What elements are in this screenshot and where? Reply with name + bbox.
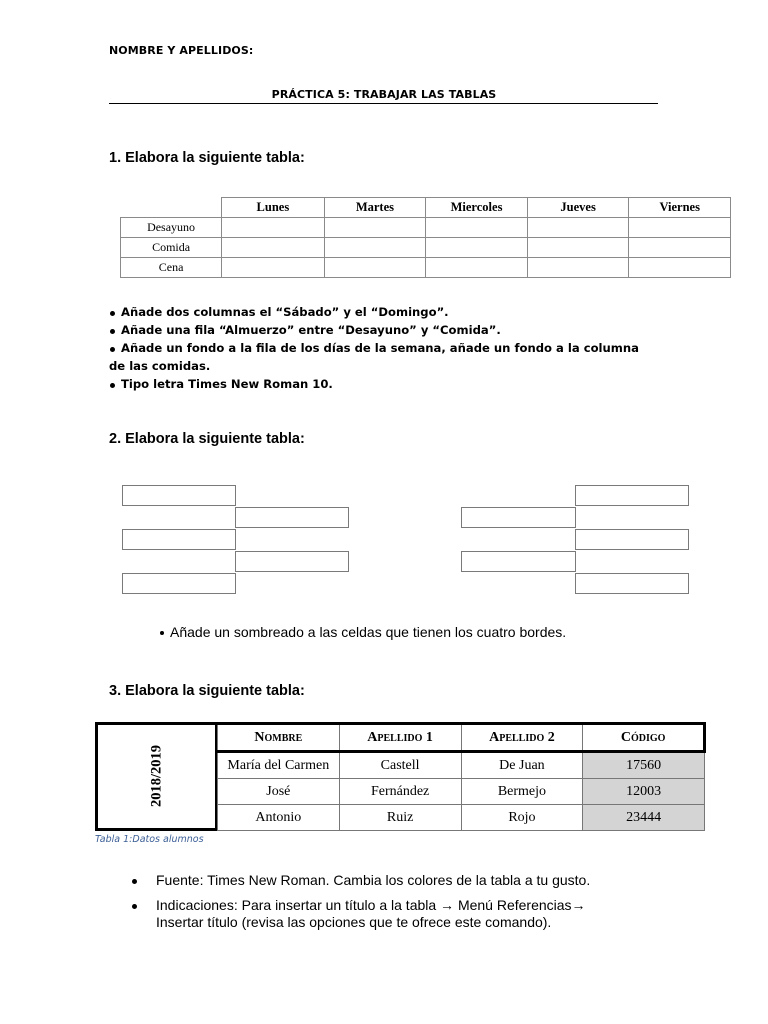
title-rule <box>109 103 658 104</box>
bullet-text-continuation: de las comidas. <box>109 359 211 373</box>
table-cell <box>629 238 731 258</box>
bullet-text: Añade dos columnas el “Sábado” y el “Domingo”. <box>121 305 449 319</box>
table-cell <box>426 218 528 238</box>
table-cell <box>222 238 325 258</box>
bullet-text-continuation: Insertar título (revisa las opciones que te ofrece este comando). <box>156 914 552 930</box>
bullet-text: Añade una fila “Almuerzo” entre “Desayuno” y “Comida”. <box>121 323 501 337</box>
table-cell <box>426 238 528 258</box>
table-cell: Castell <box>339 752 461 779</box>
section3-title: 3. Elabora la siguiente tabla: <box>109 683 305 699</box>
table-cell <box>222 218 325 238</box>
bullet-dot <box>110 311 115 316</box>
bullet-dot <box>160 631 164 635</box>
table-cell <box>527 238 629 258</box>
bordered-cell <box>235 507 349 528</box>
name-label: NOMBRE Y APELLIDOS: <box>109 44 254 57</box>
table-cell <box>629 258 731 278</box>
table-cell <box>324 218 426 238</box>
bullet-dot <box>132 879 137 884</box>
table-cell: De Juan <box>461 752 583 779</box>
row-header: Cena <box>121 258 222 278</box>
table-cell: Antonio <box>218 805 340 831</box>
practice-title: PRÁCTICA 5: TRABAJAR LAS TABLAS <box>271 88 497 101</box>
bullet-text: Añade un sombreado a las celdas que tienen los cuatro bordes. <box>170 624 567 640</box>
bordered-cell <box>461 507 576 528</box>
table-caption: Tabla 1:Datos alumnos <box>95 834 204 845</box>
col-header: Nombre <box>218 724 340 752</box>
table-cell <box>426 258 528 278</box>
bordered-cell <box>575 573 689 594</box>
table-cell: 23444 <box>583 805 705 831</box>
bordered-cell <box>122 573 236 594</box>
bullet-dot <box>132 904 137 909</box>
section1-title: 1. Elabora la siguiente tabla: <box>109 150 305 166</box>
bordered-cell <box>122 485 236 506</box>
corner-cell <box>121 198 222 218</box>
bullet-dot <box>110 347 115 352</box>
table-cell: José <box>218 779 340 805</box>
col-header: Jueves <box>527 198 629 218</box>
table-cell <box>222 258 325 278</box>
col-header: Código <box>583 724 705 752</box>
bordered-cell <box>235 551 349 572</box>
year-label: 2018/2019 <box>148 744 165 808</box>
table-cell <box>324 258 426 278</box>
meals-table <box>120 197 731 278</box>
row-header: Comida <box>121 238 222 258</box>
bordered-cell <box>461 551 576 572</box>
table-cell: Ruiz <box>339 805 461 831</box>
col-header: Martes <box>324 198 426 218</box>
students-table <box>217 722 706 831</box>
table-cell: 17560 <box>583 752 705 779</box>
bordered-cell <box>575 529 689 550</box>
table-cell: María del Carmen <box>218 752 340 779</box>
bordered-cell <box>575 485 689 506</box>
bullet-dot <box>110 383 115 388</box>
row-header: Desayuno <box>121 218 222 238</box>
col-header: Lunes <box>222 198 325 218</box>
col-header: Apellido 2 <box>461 724 583 752</box>
table-cell <box>629 218 731 238</box>
section2-title: 2. Elabora la siguiente tabla: <box>109 431 305 447</box>
table-cell <box>527 218 629 238</box>
bordered-cell <box>122 529 236 550</box>
table-cell: Bermejo <box>461 779 583 805</box>
col-header: Viernes <box>629 198 731 218</box>
col-header: Apellido 1 <box>339 724 461 752</box>
bullet-text: Añade un fondo a la fila de los días de la semana, añade un fondo a la columna <box>121 341 639 355</box>
bullet-text: Indicaciones: Para insertar un título a la tabla → Menú Referencias→ <box>156 897 586 913</box>
bullet-text: Tipo letra Times New Roman 10. <box>121 377 333 391</box>
table-cell <box>324 238 426 258</box>
table-cell: Rojo <box>461 805 583 831</box>
bullet-text: Fuente: Times New Roman. Cambia los colores de la tabla a tu gusto. <box>156 872 591 888</box>
col-header: Miercoles <box>426 198 528 218</box>
bullet-dot <box>110 329 115 334</box>
table-cell: Fernández <box>339 779 461 805</box>
table-cell: 12003 <box>583 779 705 805</box>
table-cell <box>527 258 629 278</box>
